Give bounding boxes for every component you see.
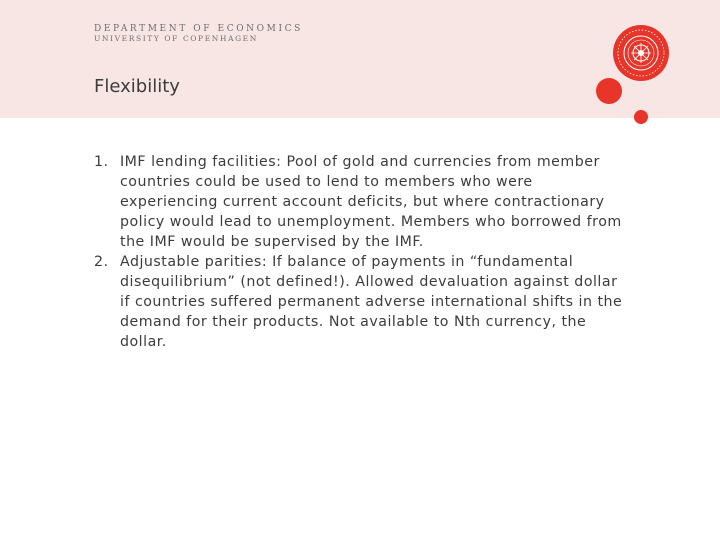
- list-item: [94, 252, 624, 352]
- university-seal-icon: [612, 24, 670, 82]
- decorative-small-dot: [634, 110, 648, 124]
- slide-title: Flexibility: [94, 76, 180, 97]
- list-item-text: IMF lending facilities: Pool of gold and currencies from member countries could be used to lend to members who were experiencing current account deficits, but where contractionary policy would lead to unemployment. Members who borrowed from the IMF would be supervised by the IMF.: [120, 154, 622, 250]
- list-item-number: 1.: [94, 154, 109, 170]
- department-name: DEPARTMENT OF ECONOMICS: [94, 24, 303, 34]
- list-item: [94, 152, 624, 252]
- list-item-number: 2.: [94, 254, 109, 270]
- bullet-list: [94, 152, 624, 352]
- university-name: UNIVERSITY OF COPENHAGEN: [94, 34, 258, 43]
- list-item-text: Adjustable parities: If balance of payments in “fundamental disequilibrium” (not defined!). Allowed devaluation against dollar if countries suffered permanent adverse international shifts in the demand for their products. Not available to Nth currency, the dollar.: [120, 254, 623, 350]
- decorative-large-dot: [596, 78, 622, 104]
